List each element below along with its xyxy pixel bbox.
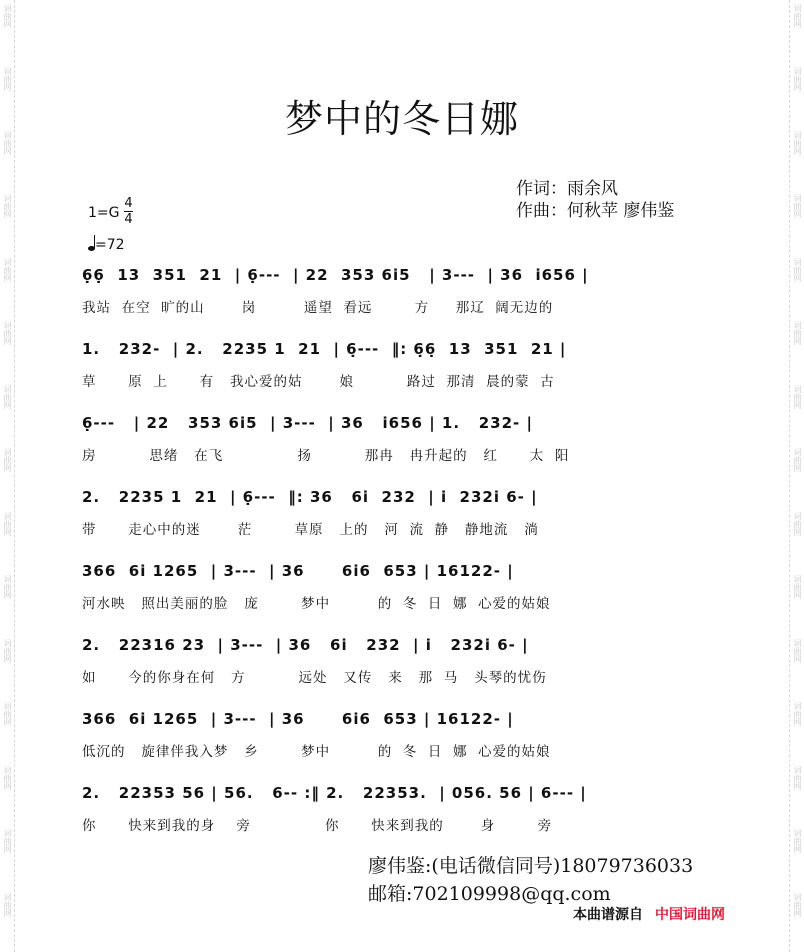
lyrics-row: 带 走心中的迷 茫 草原 上的 河 流 静 静地流 淌 [82,522,539,538]
watermark-text: 词曲网 [3,448,12,473]
watermark-text: 词曲网 [793,829,802,854]
watermark-text: 词曲网 [3,4,12,28]
watermark-text: 词曲网 [793,321,802,346]
watermark-text: 词曲网 [793,384,802,409]
score-line-1 [82,266,732,318]
score-line-2 [82,340,732,392]
watermark-text: 词曲网 [3,321,12,346]
notation-row: 2. 22353 56 | 56. 6-- :‖ 2. 22353. | 056. 56 | 6--- | [82,784,587,802]
watermark-text: 词曲网 [793,130,802,155]
watermark-text: 词曲网 [3,130,12,155]
contact-email: 邮箱:702109998@qq.com [368,883,611,905]
lyrics-row: 草 原 上 有 我心爱的姑 娘 路过 那清 晨的蒙 古 [82,374,555,390]
watermark-text: 词曲网 [3,575,12,600]
watermark-text: 词曲网 [793,892,802,917]
credits-block [516,178,674,222]
watermark-text: 词曲网 [3,511,12,536]
notation-row: 1. 232- | 2. 2235 1 21 | 6̣--- ‖: 6̣6̣ 13 351 21 | [82,340,567,358]
tempo-value: =72 [95,237,125,253]
lyricist-credit: 作词：雨余风 [516,179,618,199]
score-line-7 [82,710,732,762]
contact-block [368,852,693,908]
notation-row: 2. 22316 23 | 3--- | 36 6i 232 | i 232i 6- | [82,636,529,654]
watermark-text: 词曲网 [793,257,802,282]
key-signature: 1=G [88,205,120,221]
composer-credit: 作曲：何秋苹 廖伟鉴 [516,201,675,221]
contact-phone: 廖伟鉴:(电话微信同号)18079736033 [368,855,694,877]
notation-row: 6̣--- | 22 353 6i5 | 3--- | 36 i656 | 1. 232- | [82,414,533,432]
watermark-text: 词曲网 [793,765,802,790]
score-line-5 [82,562,732,614]
watermark-text: 词曲网 [793,194,802,219]
watermark-text: 词曲网 [3,194,12,219]
lyrics-row: 河水映 照出美丽的脸 庞 梦中 的 冬 日 娜 心爱的姑娘 [82,596,551,612]
lyrics-row: 房 思绪 在飞 扬 那冉 冉升起的 红 太 阳 [82,448,570,464]
time-signature-top: 4 [124,196,133,211]
watermark-text: 词曲网 [793,4,802,28]
tempo-marking [88,237,125,253]
time-signature-bottom: 4 [124,212,133,227]
score-line-4 [82,488,732,540]
watermark-text: 词曲网 [793,702,802,727]
notation-row: 2. 2235 1 21 | 6̣--- ‖: 36 6i 232 | i 232i 6- | [82,488,538,506]
watermark-text: 词曲网 [3,67,12,92]
watermark-text: 词曲网 [793,67,802,92]
watermark-text: 词曲网 [3,384,12,409]
score-line-6 [82,636,732,688]
watermark-text: 词曲网 [3,702,12,727]
lyrics-row: 你 快来到我的身 旁 你 快来到我的 身 旁 [82,818,553,834]
watermark-text: 词曲网 [3,892,12,917]
source-site-link[interactable]: 中国词曲网 [655,907,725,923]
watermark-text: 词曲网 [793,448,802,473]
lyrics-row: 我站 在空 旷的山 岗 遥望 看远 方 那辽 阔无边的 [82,300,554,316]
watermark-text: 词曲网 [793,638,802,663]
watermark-text: 词曲网 [793,575,802,600]
notation-row: 366 6i 1265 | 3--- | 36 6i6 653 | 16122- | [82,562,514,580]
watermark-text: 词曲网 [3,829,12,854]
time-signature [124,197,133,226]
watermark-text: 词曲网 [793,511,802,536]
source-label: 本曲谱源自 [573,907,643,923]
watermark-text: 词曲网 [3,257,12,282]
source-credit [573,904,725,924]
notation-row: 366 6i 1265 | 3--- | 36 6i6 653 | 16122- | [82,710,514,728]
score-line-8 [82,784,732,836]
song-title: 梦中的冬日娜 [284,97,519,141]
notation-row: 6̣6̣ 13 351 21 | 6̣--- | 22 353 6i5 | 3--- | 36 i656 | [82,266,589,284]
quarter-note-icon [88,246,95,251]
score-line-3 [82,414,732,466]
watermark-text: 词曲网 [3,638,12,663]
lyrics-row: 低沉的 旋律伴我入梦 乡 梦中 的 冬 日 娜 心爱的姑娘 [82,744,551,760]
lyrics-row: 如 今的你身在何 方 远处 又传 来 那 马 头琴的忧伤 [82,670,547,686]
watermark-text: 词曲网 [3,765,12,790]
